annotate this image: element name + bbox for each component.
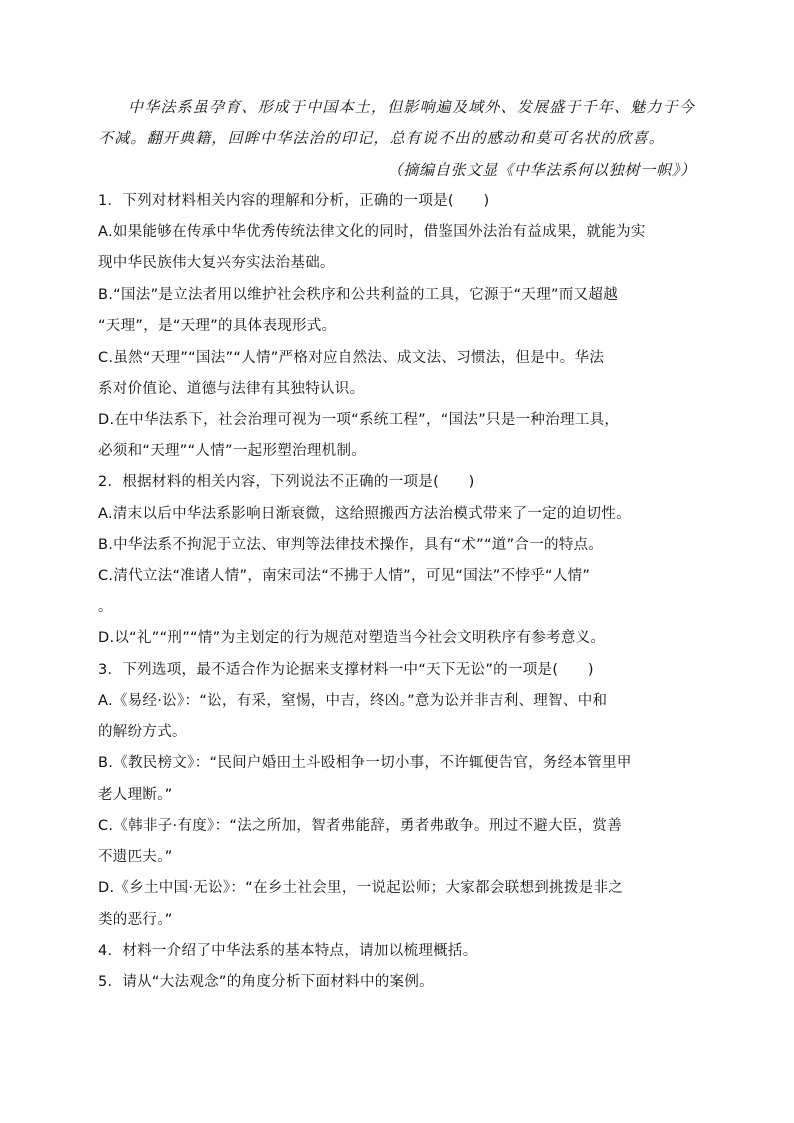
q3-option-b-line-1: B.《教民榜文》：“民间户婚田土斗殴相争一切小事，不许辄便告官，务经本管里甲 bbox=[98, 755, 632, 771]
question-2-stem: 2．根据材料的相关内容，下列说法不正确的一项是( ) bbox=[98, 474, 475, 490]
q2-option-c-line-1: C.清代立法“准诸人情”，南宋司法“不拂于人情”，可见“国法”不悖乎“人情” bbox=[98, 568, 591, 584]
question-3-stem: 3．下列选项，最不适合作为论据来支撑材料一中“天下无讼”的一项是( ) bbox=[98, 662, 594, 678]
q2-option-d: D.以“礼”“刑”“情”为主划定的行为规范对塑造当今社会文明秩序有参考意义。 bbox=[98, 630, 606, 646]
q1-option-c-line-2: 系对价值论、道德与法律有其独特认识。 bbox=[98, 381, 365, 397]
q2-option-c-line-2: 。 bbox=[98, 599, 113, 615]
q1-option-b-line-1: B.“国法”是立法者用以维护社会秩序和公共利益的工具，它源于“天理”而又超越 bbox=[98, 287, 619, 303]
q3-option-c-line-2: 不遗匹夫。” bbox=[98, 849, 173, 865]
question-1-stem: 1．下列对材料相关内容的理解和分析，正确的一项是( ) bbox=[98, 193, 490, 209]
q3-option-d-line-1: D.《乡土中国·无讼》：“在乡土社会里，一说起讼师；大家都会联想到挑拨是非之 bbox=[98, 880, 624, 896]
q2-option-a: A.清末以后中华法系影响日渐衰微，这给照搬西方法治模式带来了一定的迫切性。 bbox=[98, 506, 631, 522]
q3-option-b-line-2: 老人理断。” bbox=[98, 787, 173, 803]
intro-line-2: 不减。翻开典籍，回眸中华法治的印记，总有说不出的感动和莫可名状的欣喜。 bbox=[98, 129, 666, 147]
q3-option-a-line-2: 的解纷方式。 bbox=[98, 724, 187, 740]
q3-option-a-line-1: A.《易经·讼》：“讼，有采，窒惕，中吉，终凶。”意为讼并非吉利、理智、中和 bbox=[98, 693, 608, 709]
q1-option-c-line-1: C.虽然“天理”“国法”“人情”严格对应自然法、成文法、习惯法，但是中。华法 bbox=[98, 350, 605, 366]
q1-option-a-line-1: A.如果能够在传承中华优秀传统法律文化的同时，借鉴国外法治有益成果，就能为实 bbox=[98, 224, 646, 240]
q3-option-c-line-1: C.《韩非子·有度》：“法之所加，智者弗能辞，勇者弗敢争。刑过不避大臣，赏善 bbox=[98, 818, 623, 834]
q1-option-b-line-2: “天理”，是“天理”的具体表现形式。 bbox=[98, 318, 337, 334]
question-5-stem: 5．请从“大法观念”的角度分析下面材料中的案例。 bbox=[98, 974, 434, 990]
q3-option-d-line-2: 类的恶行。” bbox=[98, 912, 173, 928]
q2-option-b: B.中华法系不拘泥于立法、审判等法律技术操作，具有“术”“道”合一的特点。 bbox=[98, 537, 604, 553]
q1-option-d-line-2: 必须和“天理”“人情”一起形塑治理机制。 bbox=[98, 443, 367, 459]
q1-option-a-line-2: 现中华民族伟大复兴夯实法治基础。 bbox=[98, 255, 335, 271]
question-4-stem: 4．材料一介绍了中华法系的基本特点，请加以梳理概括。 bbox=[98, 943, 478, 959]
source-citation: （摘编自张文显《中华法系何以独树一帜》） bbox=[387, 161, 696, 179]
q1-option-d-line-1: D.在中华法系下，社会治理可视为一项“系统工程”，“国法”只是一种治理工具， bbox=[98, 412, 620, 428]
intro-line-1: 中华法系虽孕育、形成于中国本土，但影响遍及域外、发展盛于千年、魅力于今 bbox=[128, 98, 696, 116]
